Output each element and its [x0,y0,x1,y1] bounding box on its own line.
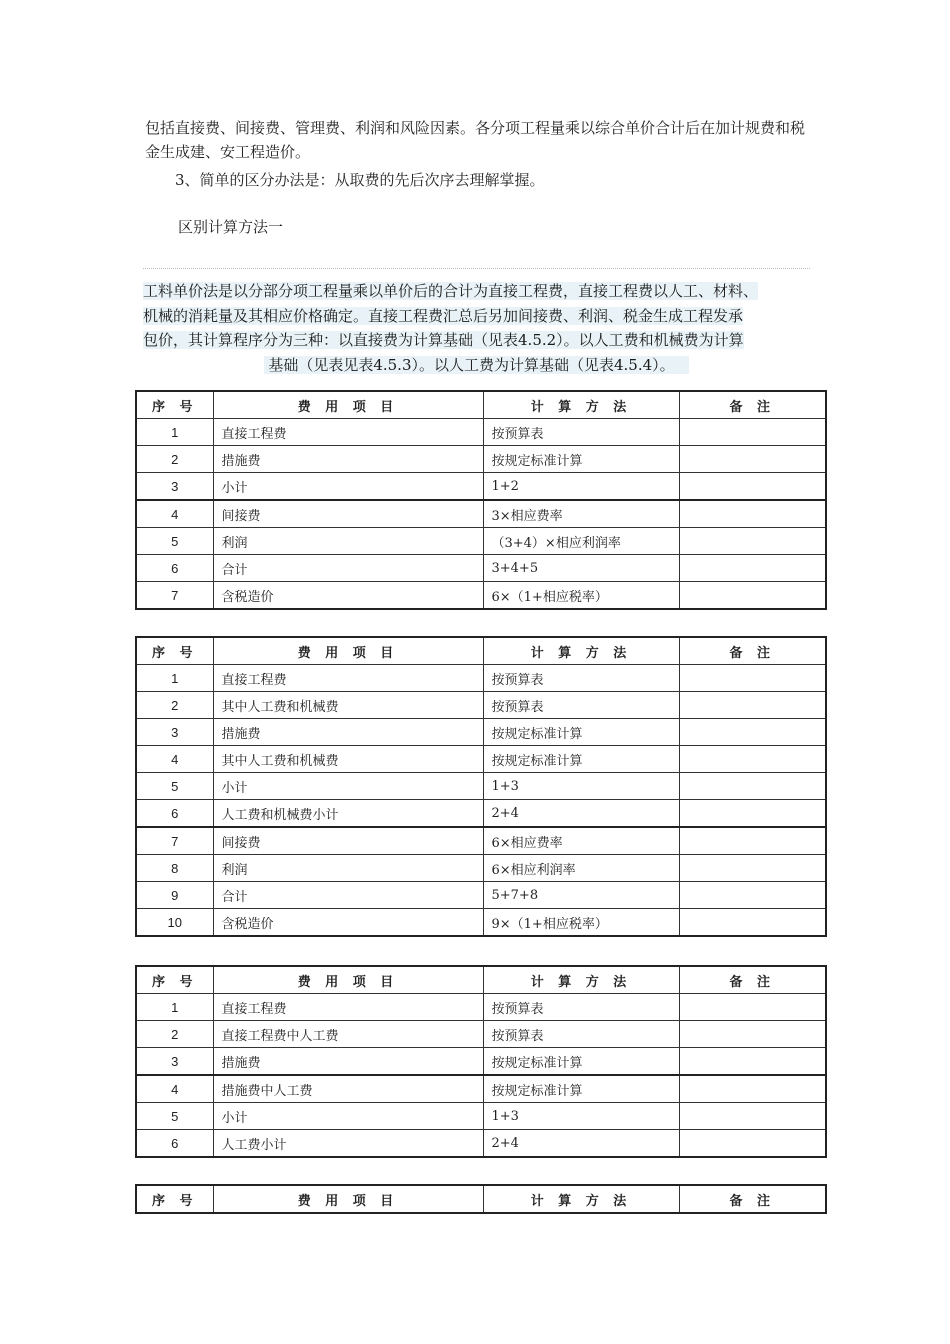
highlight-line-1: 工料单价法是以分部分项工程量乘以单价后的合计为直接工程费，直接工程费以人工、材料、 [143,282,759,300]
cell-item: 合计 [213,555,483,582]
header-method: 计 算 方 法 [483,966,679,994]
cell-item: 直接工程费中人工费 [213,1021,483,1048]
header-item: 费 用 项 目 [213,637,483,665]
cell-note [679,994,826,1021]
cell-no: 7 [136,827,213,855]
cell-item: 间接费 [213,500,483,528]
cell-method: 按预算表 [483,665,679,692]
cell-method: 按预算表 [483,994,679,1021]
cell-item: 措施费 [213,446,483,473]
cell-method: 2+4 [483,1130,679,1158]
cell-method: 5+7+8 [483,882,679,909]
cost-table-labor-basis [135,965,827,1158]
table-row [136,1103,826,1130]
cell-item: 其中人工费和机械费 [213,692,483,719]
cell-no: 6 [136,800,213,828]
table-header-row [136,391,826,419]
cell-method: 3×相应费率 [483,500,679,528]
table-row [136,555,826,582]
cell-method: 按预算表 [483,419,679,446]
header-item: 费 用 项 目 [213,1185,483,1213]
cell-no: 3 [136,1048,213,1076]
table-row [136,528,826,555]
cost-table-labor-machine-basis [135,636,827,937]
cell-no: 8 [136,855,213,882]
cell-method: 按预算表 [483,692,679,719]
table-header-row [136,966,826,994]
cell-method: 按预算表 [483,1021,679,1048]
section-heading: 区别计算方法一 [178,218,284,236]
table-row [136,419,826,446]
cell-no: 3 [136,719,213,746]
cell-no: 5 [136,1103,213,1130]
table-row [136,746,826,773]
cell-note [679,882,826,909]
cell-no: 10 [136,909,213,937]
cell-method: 6×相应利润率 [483,855,679,882]
table-row [136,909,826,937]
cell-note [679,555,826,582]
cell-method: 1+3 [483,1103,679,1130]
cell-method: 6×相应费率 [483,827,679,855]
cell-no: 6 [136,1130,213,1158]
header-method: 计 算 方 法 [483,391,679,419]
cell-no: 4 [136,1075,213,1103]
table-row [136,582,826,610]
cell-item: 措施费 [213,1048,483,1076]
cell-method: 2+4 [483,800,679,828]
cell-note [679,446,826,473]
cell-no: 7 [136,582,213,610]
header-note: 备 注 [679,637,826,665]
cell-note [679,692,826,719]
point-3: 3、简单的区分办法是：从取费的先后次序去理解掌握。 [175,171,545,189]
header-note: 备 注 [679,1185,826,1213]
highlight-line-3: 包价，其计算程序分为三种：以直接费为计算基础（见表4.5.2）。以人工费和机械费为计算 [143,331,744,349]
cell-no: 1 [136,994,213,1021]
cell-note [679,1048,826,1076]
cell-note [679,719,826,746]
cell-note [679,473,826,501]
cell-note [679,909,826,937]
cell-no: 5 [136,773,213,800]
table-header-row [136,1185,826,1213]
cell-item: 利润 [213,528,483,555]
header-item: 费 用 项 目 [213,391,483,419]
cell-method: 1+2 [483,473,679,501]
cell-no: 3 [136,473,213,501]
highlight-line-2: 机械的消耗量及其相应价格确定。直接工程费汇总后另加间接费、利润、税金生成工程发承 [143,306,744,325]
cell-note [679,800,826,828]
table-row [136,665,826,692]
cell-item: 合计 [213,882,483,909]
cell-note [679,855,826,882]
cell-no: 4 [136,500,213,528]
cell-item: 直接工程费 [213,419,483,446]
table-row [136,800,826,828]
header-no: 序 号 [136,391,213,419]
cell-no: 5 [136,528,213,555]
highlighted-paragraph [143,279,810,377]
header-method: 计 算 方 法 [483,1185,679,1213]
dotted-divider [143,268,810,269]
cell-method: 按规定标准计算 [483,1075,679,1103]
table-row [136,994,826,1021]
cell-method: 按规定标准计算 [483,446,679,473]
cell-item: 小计 [213,473,483,501]
cell-method: 6×（1+相应税率） [483,582,679,610]
header-no: 序 号 [136,1185,213,1213]
cell-note [679,528,826,555]
cell-note [679,500,826,528]
cell-item: 人工费和机械费小计 [213,800,483,828]
cell-note [679,1103,826,1130]
cell-note [679,419,826,446]
cell-item: 小计 [213,1103,483,1130]
cell-method: 9×（1+相应税率） [483,909,679,937]
cell-item: 含税造价 [213,582,483,610]
cell-item: 其中人工费和机械费 [213,746,483,773]
table-row [136,1021,826,1048]
cell-no: 9 [136,882,213,909]
cell-item: 直接工程费 [213,665,483,692]
table-row [136,773,826,800]
header-no: 序 号 [136,966,213,994]
cell-item: 利润 [213,855,483,882]
highlight-line-4: 基础（见表见表4.5.3）。以人工费为计算基础（见表4.5.4）。 [143,353,810,378]
header-item: 费 用 项 目 [213,966,483,994]
cell-no: 2 [136,446,213,473]
cell-note [679,773,826,800]
cell-method: 1+3 [483,773,679,800]
cell-note [679,582,826,610]
cell-method: 3+4+5 [483,555,679,582]
table-header-row [136,637,826,665]
cell-item: 人工费小计 [213,1130,483,1158]
table-row [136,500,826,528]
cell-no: 1 [136,665,213,692]
table-row [136,882,826,909]
cost-table-direct-basis [135,390,827,610]
table-row [136,692,826,719]
table-row [136,1048,826,1076]
cell-item: 措施费 [213,719,483,746]
cell-item: 小计 [213,773,483,800]
cell-item: 含税造价 [213,909,483,937]
cost-table-header-only [135,1184,827,1214]
header-note: 备 注 [679,391,826,419]
table-row [136,1130,826,1158]
table-row [136,473,826,501]
cell-note [679,1021,826,1048]
cell-note [679,1075,826,1103]
intro-paragraph: 包括直接费、间接费、管理费、利润和风险因素。各分项工程量乘以综合单价合计后在加计规费和税金生成建、安工程造价。 [145,119,806,161]
table-row [136,855,826,882]
header-no: 序 号 [136,637,213,665]
cell-note [679,1130,826,1158]
cell-no: 4 [136,746,213,773]
cell-method: 按规定标准计算 [483,746,679,773]
cell-method: （3+4）×相应利润率 [483,528,679,555]
cell-no: 1 [136,419,213,446]
cell-note [679,665,826,692]
cell-note [679,827,826,855]
cell-item: 间接费 [213,827,483,855]
cell-no: 2 [136,692,213,719]
table-row [136,827,826,855]
table-row [136,446,826,473]
cell-no: 6 [136,555,213,582]
table-row [136,719,826,746]
cell-method: 按规定标准计算 [483,1048,679,1076]
cell-item: 措施费中人工费 [213,1075,483,1103]
cell-method: 按规定标准计算 [483,719,679,746]
cell-no: 2 [136,1021,213,1048]
header-method: 计 算 方 法 [483,637,679,665]
cell-item: 直接工程费 [213,994,483,1021]
cell-note [679,746,826,773]
header-note: 备 注 [679,966,826,994]
table-row [136,1075,826,1103]
